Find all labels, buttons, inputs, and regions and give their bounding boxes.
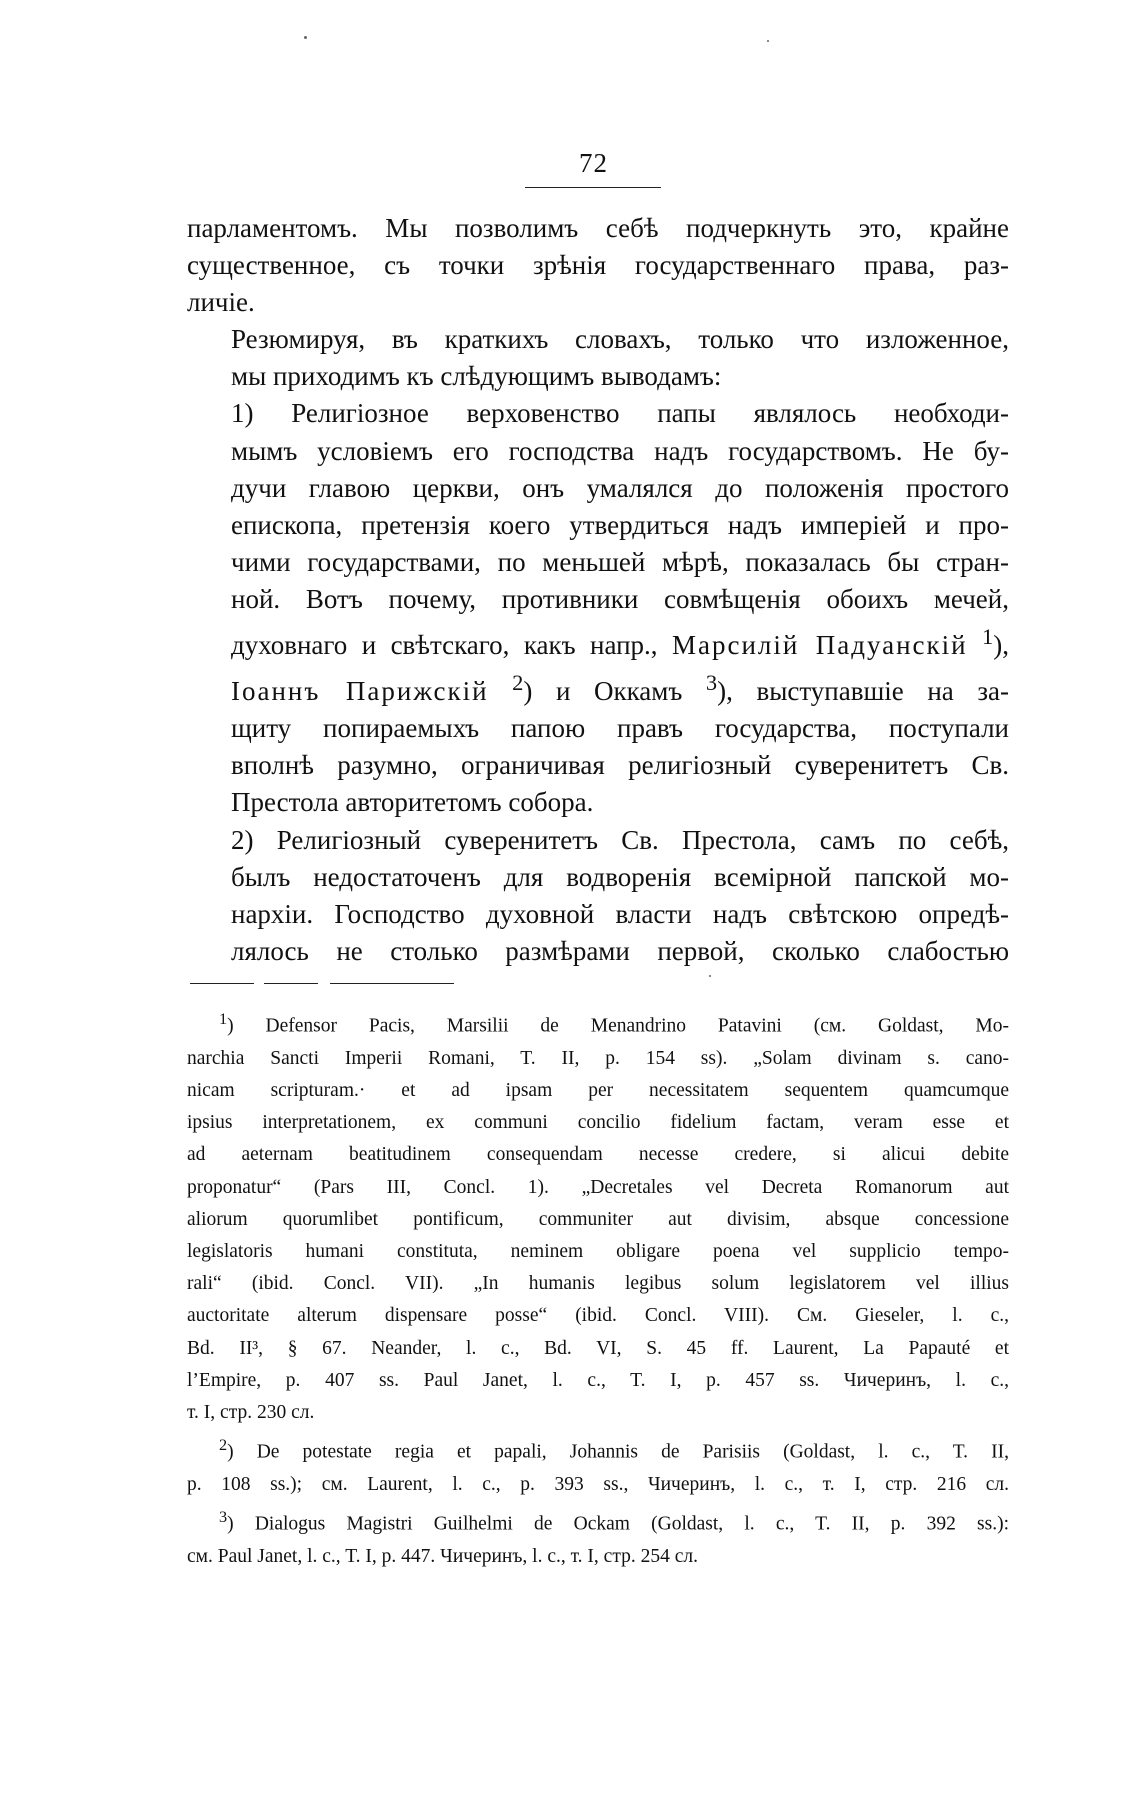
footnote-line: ad aeternam beatitudinem consequendam necesse credere, si alicui debite	[187, 1144, 1009, 1166]
body-text	[187, 210, 1009, 970]
page-number-rule	[525, 187, 661, 188]
paragraph-continuation	[187, 210, 1009, 321]
text-line: лялось не столько размѣрами первой, сколько слабостью	[231, 935, 1009, 966]
footnote-line: auctoritate alterum dispensare posse“ (ibid. Concl. VIII). См. Gieseler, l. c.,	[187, 1305, 1009, 1327]
footnote-line	[187, 1003, 1009, 1043]
footnote-line: см. Paul Janet, l. c., T. I, p. 447. Чичеринъ, l. c., т. I, стр. 254 сл.	[187, 1545, 698, 1567]
paragraph-conclusion-2	[187, 822, 1009, 970]
footnote-mark-2: 2	[219, 1436, 228, 1455]
footnote-ref-3: 3	[705, 670, 718, 696]
footnote-line: aliorum quorumlibet pontificum, communiter aut divisim, absque concessione	[187, 1208, 1009, 1230]
text-line: Резюмируя, въ краткихъ словахъ, только что изложенное,	[231, 324, 1009, 355]
footnote-3	[187, 1501, 1009, 1573]
footnote-line: rali“ (ibid. Concl. VII). „In humanis legibus solum legislatorem vel illius	[187, 1273, 1009, 1295]
footnote-line	[187, 1501, 1009, 1541]
footnote-line	[187, 1429, 1009, 1469]
text-line	[187, 618, 1009, 664]
paragraph-conclusion-1	[187, 395, 1009, 821]
text-line	[187, 664, 1009, 710]
footnote-mark-1: 1	[219, 1010, 228, 1028]
footnote-separator	[190, 983, 254, 984]
footnote-separator	[330, 983, 454, 984]
footnote-line: p. 108 ss.); см. Laurent, l. c., p. 393 ss., Чичеринъ, l. c., т. I, стр. 216 сл.	[187, 1473, 1009, 1495]
paragraph-summary	[187, 321, 1009, 395]
text-run: ) Dialogus Magistri Guilhelmi de Ockam (Goldast, l. c., T. II, p. 392 ss.):	[227, 1513, 1009, 1535]
footnote-separator	[264, 983, 318, 984]
author-name-ioann: Іоаннъ Парижскій	[231, 676, 489, 707]
text-line: 2) Религіозный суверенитетъ Св. Престола, самъ по себѣ,	[231, 824, 1009, 855]
text-line: парламентомъ. Мы позволимъ себѣ подчеркнуть это, крайне	[187, 213, 1009, 243]
text-line: Престола авторитетомъ собора.	[231, 787, 594, 818]
author-name-marsilius: Марсилій Падуанскій	[671, 630, 968, 661]
footnote-line: Bd. II³, § 67. Neander, l. c., Bd. VI, S. 45 ff. Laurent, La Papauté et	[187, 1337, 1009, 1359]
footnote-line: l’Empire, p. 407 ss. Paul Janet, l. c., T. I, p. 457 ss. Чичеринъ, l. c.,	[187, 1369, 1009, 1391]
footnote-ref-2: 2	[512, 670, 524, 696]
footnote-ref-1: 1	[982, 624, 994, 650]
text-line: вполнѣ разумно, ограничивая религіозный суверенитетъ Св.	[231, 750, 1009, 781]
footnote-2	[187, 1429, 1009, 1501]
text-run: ), выступавшіе на за-	[717, 676, 1009, 707]
text-line: чими государствами, по меньшей мѣрѣ, показалась бы стран-	[231, 546, 1009, 577]
text-line: епископа, претензія коего утвердиться надъ имперіей и про-	[231, 509, 1009, 540]
footnote-line: т. I, стр. 230 сл.	[187, 1401, 315, 1423]
footnotes	[187, 1003, 1009, 1573]
text-run: ) De potestate regia et papali, Johannis de Parisiis (Goldast, l. c., T. II,	[227, 1441, 1009, 1463]
text-run: ) и Оккамъ	[523, 676, 683, 707]
text-line: ной. Вотъ почему, противники совмѣщенія обоихъ мечей,	[231, 583, 1009, 614]
text-line: личіе.	[187, 287, 255, 318]
text-line: мымъ условіемъ его господства надъ государствомъ. Не бу-	[231, 435, 1009, 466]
text-line: 1) Религіозное верховенство папы являлось необходи-	[231, 398, 1009, 429]
text-line: существенное, съ точки зрѣнія государственнаго права, раз-	[187, 250, 1009, 281]
text-line: мы приходимъ къ слѣдующимъ выводамъ:	[231, 361, 722, 392]
footnote-line: ipsius interpretationem, ex communi concilio fidelium factam, veram esse et	[187, 1112, 1009, 1134]
text-line: щиту попираемыхъ папою правъ государства, поступали	[231, 713, 1009, 744]
scan-speck	[304, 36, 307, 39]
text-run: ) Defensor Pacis, Marsilii de Menandrino Patavini (см. Goldast, Mo-	[227, 1015, 1009, 1037]
scan-speck	[709, 975, 711, 977]
page-number: 72	[579, 148, 608, 178]
text-line: былъ недостаточенъ для водворенія всемірной папской мо-	[231, 861, 1009, 892]
footnote-line: nicam scripturam.· et ad ipsam per necessitatem sequentem quamcumque	[187, 1079, 1009, 1101]
footnote-line: proponatur“ (Pars III, Concl. 1). „Decretales vel Decreta Romanorum aut	[187, 1176, 1009, 1198]
footnote-line: legislatoris humani constituta, neminem obligare poena vel supplicio tempo-	[187, 1240, 1009, 1262]
scan-speck	[767, 40, 769, 42]
text-line: дучи главою церкви, онъ умалялся до положенія простого	[231, 472, 1009, 503]
footnote-mark-3: 3	[219, 1508, 228, 1527]
footnote-1	[187, 1003, 1009, 1429]
text-run: ),	[993, 630, 1010, 661]
footnote-line: narchia Sancti Imperii Romani, T. II, p. 154 ss). „Solam divinam s. cano-	[187, 1047, 1009, 1069]
text-line: нархіи. Господство духовной власти надъ свѣтскою опредѣ-	[231, 898, 1009, 929]
text-run: духовнаго и свѣтскаго, какъ напр.,	[231, 630, 658, 661]
